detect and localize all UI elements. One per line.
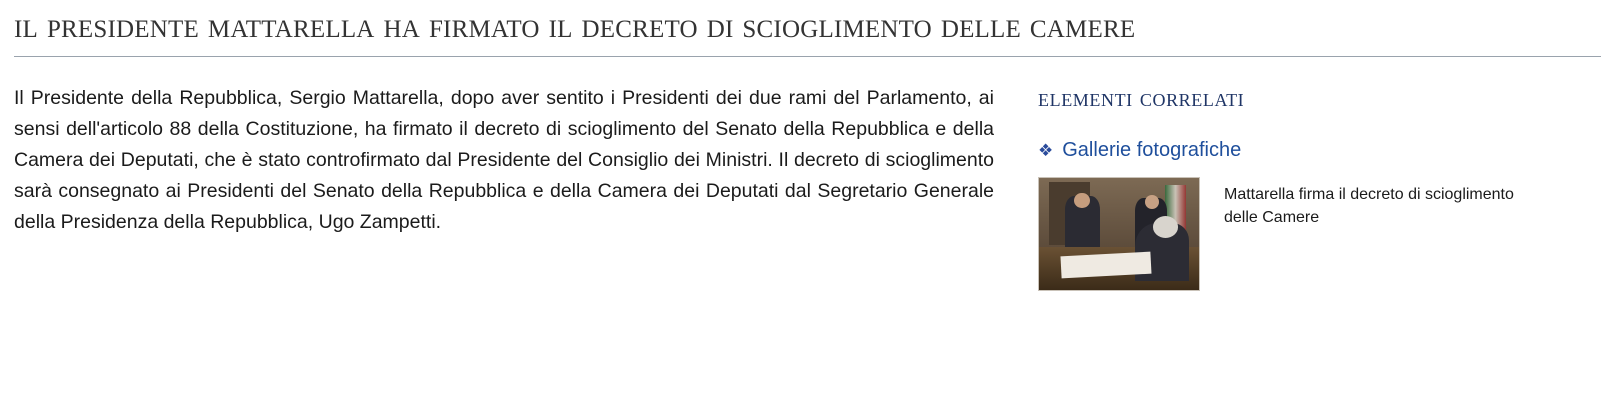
list-item[interactable] <box>1038 177 1601 291</box>
article-body-text: Il Presidente della Repubblica, Sergio Mattarella, dopo aver sentito i Presidenti dei due rami del Parlamento, ai sensi dell'articolo 88 della Costituzione, ha firmato il decreto di scioglimento del Senato della Repubblica e della Camera dei Deputati, che è stato controfirmato dal Presidente del Consiglio dei Ministri. Il decreto di scioglimento sarà consegnato ai Presidenti del Senato della Repubblica e della Camera dei Deputati dal Segretario Generale della Presidenza della Repubblica, Ugo Zampetti. <box>14 87 994 233</box>
article-page <box>0 4 1615 414</box>
page-title: il presidente mattarella ha firmato il decreto di scioglimento delle camere <box>14 6 1136 45</box>
diamond-bullet-icon: ❖ <box>1038 141 1054 160</box>
related-items-heading: elementi correlati <box>1038 83 1245 112</box>
related-items-sidebar <box>1034 83 1601 291</box>
gallery-caption: Mattarella firma il decreto di scioglimento delle Camere <box>1224 186 1514 226</box>
gallery-thumbnail-image[interactable] <box>1038 177 1200 291</box>
photo-galleries-label: Gallerie fotografiche <box>1062 139 1242 161</box>
title-divider <box>14 56 1601 57</box>
photo-galleries-link[interactable] <box>1038 139 1601 161</box>
article-body-column <box>14 83 1034 238</box>
content-area <box>14 83 1601 291</box>
